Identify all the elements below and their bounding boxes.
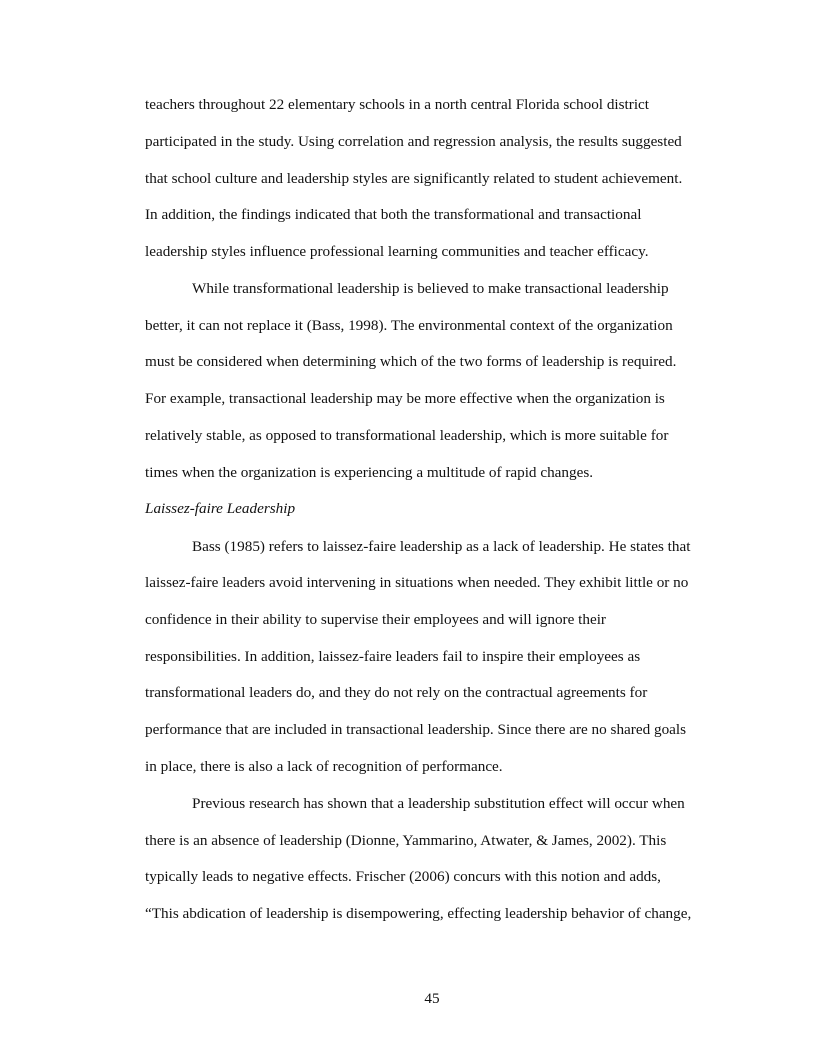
text-line: For example, transactional leadership may be more effective when the organization is [145, 390, 665, 407]
text-line: performance that are included in transactional leadership. Since there are no shared goals [145, 721, 687, 738]
text-line: typically leads to negative effects. Frischer (2006) concurs with this notion and adds, [145, 868, 661, 885]
text-line: While transformational leadership is believed to make transactional leadership [192, 280, 669, 297]
text-line: participated in the study. Using correlation and regression analysis, the results suggested [145, 133, 682, 150]
page-number: 45 [424, 990, 440, 1007]
text-line: better, it can not replace it (Bass, 1998). The environmental context of the organization [145, 317, 673, 334]
text-line: In addition, the findings indicated that both the transformational and transactional [145, 206, 642, 223]
text-line: transformational leaders do, and they do not rely on the contractual agreements for [145, 684, 648, 701]
text-line: Bass (1985) refers to laissez-faire leadership as a lack of leadership. He states that [192, 538, 691, 555]
text-line: leadership styles influence professional learning communities and teacher efficacy. [145, 243, 649, 260]
text-line: must be considered when determining which of the two forms of leadership is required. [145, 353, 677, 370]
text-line: in place, there is also a lack of recognition of performance. [145, 758, 503, 775]
text-line: times when the organization is experiencing a multitude of rapid changes. [145, 464, 594, 481]
text-line: teachers throughout 22 elementary schools in a north central Florida school district [145, 96, 650, 113]
text-line: there is an absence of leadership (Dionne, Yammarino, Atwater, & James, 2002). This [145, 832, 667, 849]
section-heading: Laissez-faire Leadership [145, 500, 296, 517]
text-line: “This abdication of leadership is disempowering, effecting leadership behavior of change, [145, 905, 692, 922]
text-line: Previous research has shown that a leadership substitution effect will occur when [192, 795, 685, 812]
text-line: confidence in their ability to supervise their employees and will ignore their [145, 611, 606, 628]
text-line: laissez-faire leaders avoid intervening in situations when needed. They exhibit little or no [145, 574, 689, 591]
text-line: that school culture and leadership styles are significantly related to student achievement. [145, 170, 683, 187]
text-line: relatively stable, as opposed to transformational leadership, which is more suitable for [145, 427, 669, 444]
text-line: responsibilities. In addition, laissez-faire leaders fail to inspire their employees as [145, 648, 641, 665]
